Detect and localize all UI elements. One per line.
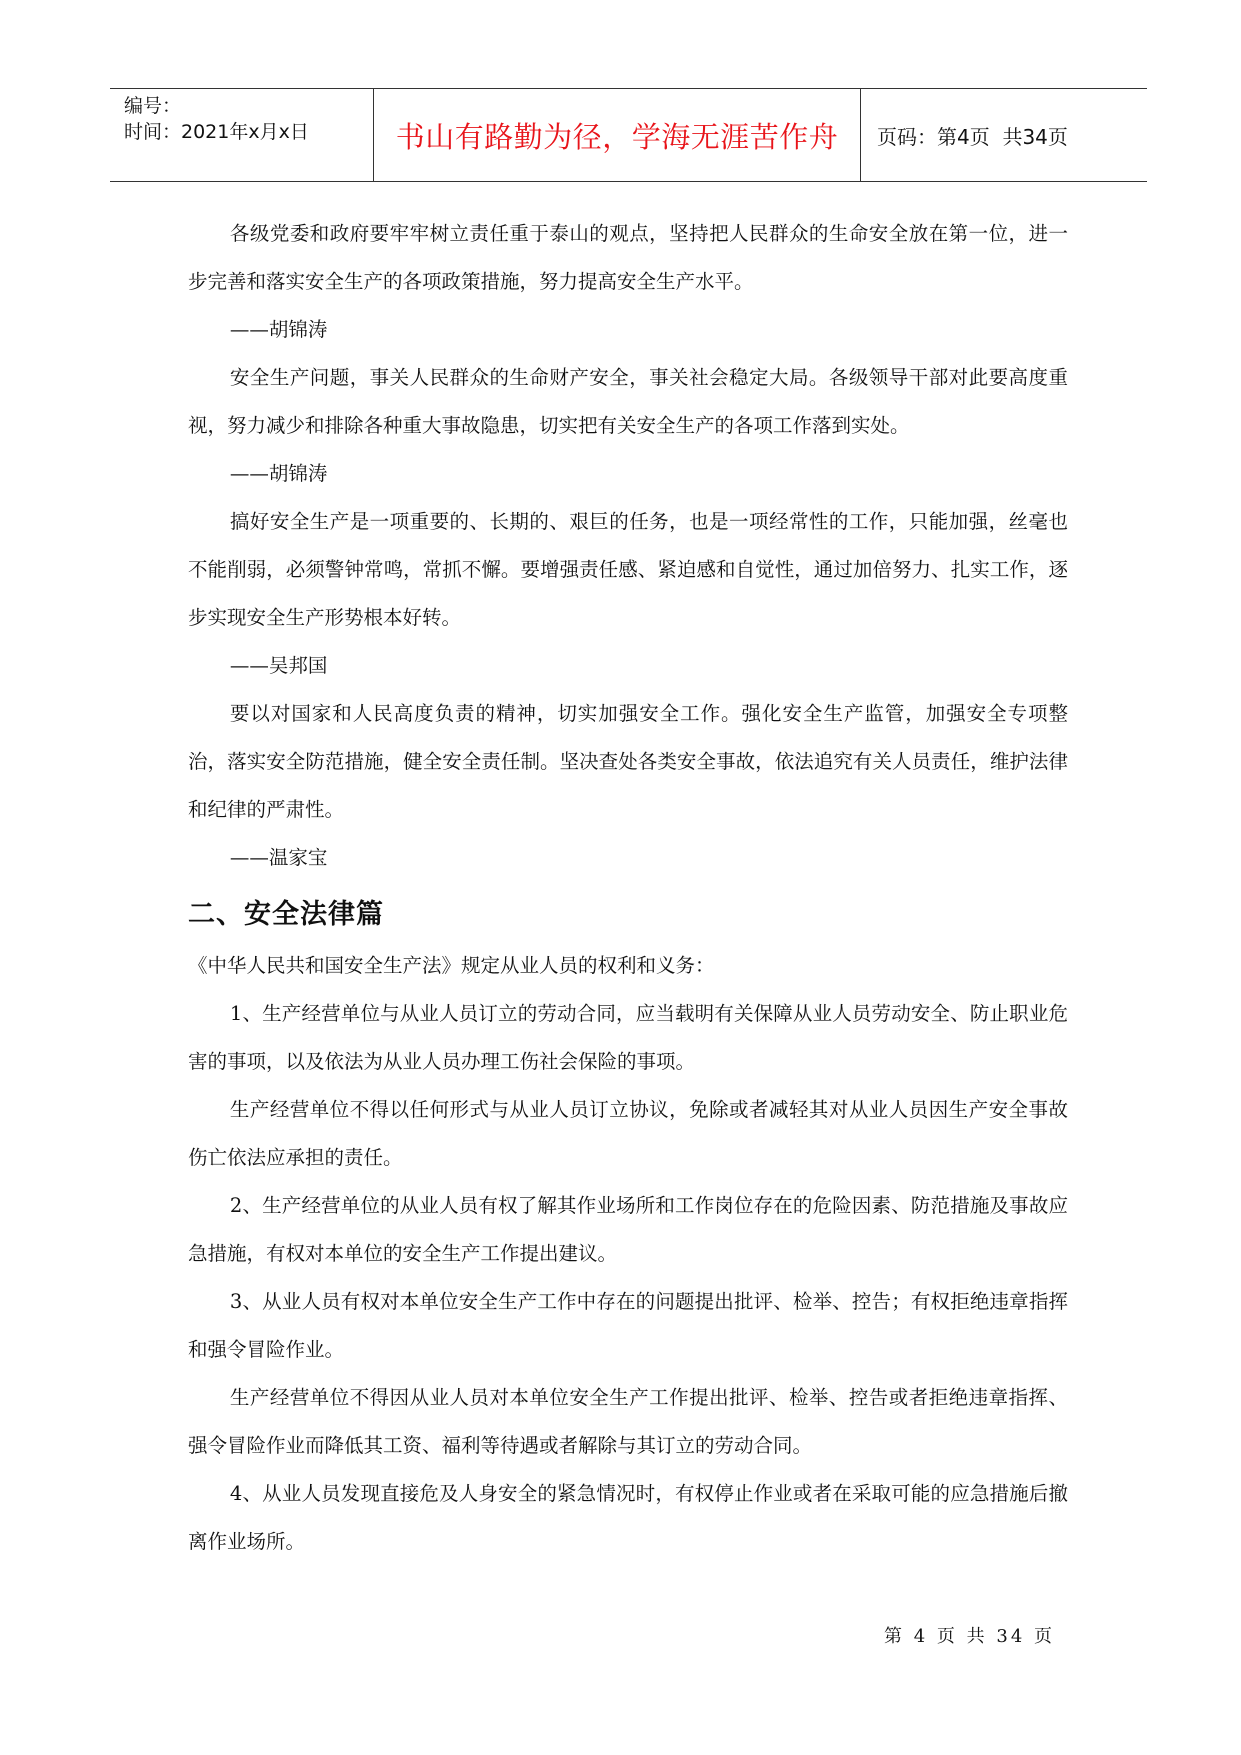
- quote-attribution: ——吴邦国: [229, 654, 328, 677]
- header-page-label: 页码：第4页 共34页: [877, 124, 1068, 149]
- page-header: [110, 88, 1147, 182]
- document-time-label: 时间：2021年x月x日: [124, 121, 309, 143]
- law-item: 2、生产经营单位的从业人员有权了解其作业场所和工作岗位存在的危险因素、防范措施及事故应急措施，有权对本单位的安全生产工作提出建议。: [188, 1194, 1068, 1265]
- law-intro: 《中华人民共和国安全生产法》规定从业人员的权利和义务：: [188, 954, 715, 977]
- section-heading: 二、安全法律篇: [188, 899, 384, 930]
- header-motto: 书山有路勤为径，学海无涯苦作舟: [395, 119, 839, 154]
- header-meta: [110, 89, 373, 181]
- law-item: 4、从业人员发现直接危及人身安全的紧急情况时，有权停止作业或者在采取可能的应急措施后撤离作业场所。: [188, 1482, 1068, 1553]
- law-item: 3、从业人员有权对本单位安全生产工作中存在的问题提出批评、检举、控告；有权拒绝违章指挥和强令冒险作业。: [188, 1290, 1068, 1361]
- page-footer: [884, 1622, 1055, 1648]
- quote-paragraph: 搞好安全生产是一项重要的、长期的、艰巨的任务，也是一项经常性的工作，只能加强，丝毫也不能削弱，必须警钟常鸣，常抓不懈。要增强责任感、紧迫感和自觉性，通过加倍努力、扎实工作，逐步实现安全生产形势根本好转。: [188, 510, 1068, 629]
- document-body: [188, 210, 1068, 1566]
- law-item: 生产经营单位不得因从业人员对本单位安全生产工作提出批评、检举、控告或者拒绝违章指挥、强令冒险作业而降低其工资、福利等待遇或者解除与其订立的劳动合同。: [188, 1386, 1068, 1457]
- law-item: 生产经营单位不得以任何形式与从业人员订立协议，免除或者减轻其对从业人员因生产安全事故伤亡依法应承担的责任。: [188, 1098, 1068, 1169]
- quote-paragraph: 要以对国家和人民高度负责的精神，切实加强安全工作。强化安全生产监管，加强安全专项整治，落实安全防范措施，健全安全责任制。坚决查处各类安全事故，依法追究有关人员责任，维护法律和纪律的严肃性。: [188, 702, 1068, 821]
- quote-attribution: ——胡锦涛: [229, 318, 328, 341]
- header-motto-cell: [373, 89, 861, 181]
- quote-attribution: ——胡锦涛: [229, 462, 328, 485]
- header-page-cell: [861, 89, 1147, 181]
- law-item: 1、生产经营单位与从业人员订立的劳动合同，应当载明有关保障从业人员劳动安全、防止职业危害的事项，以及依法为从业人员办理工伤社会保险的事项。: [188, 1002, 1068, 1073]
- quote-paragraph: 安全生产问题，事关人民群众的生命财产安全，事关社会稳定大局。各级领导干部对此要高度重视，努力减少和排除各种重大事故隐患，切实把有关安全生产的各项工作落到实处。: [188, 366, 1068, 437]
- footer-page-number: 第 4 页 共 34 页: [884, 1626, 1055, 1647]
- document-number-label: 编号：: [124, 95, 182, 117]
- quote-paragraph: 各级党委和政府要牢牢树立责任重于泰山的观点，坚持把人民群众的生命安全放在第一位，进一步完善和落实安全生产的各项政策措施，努力提高安全生产水平。: [188, 222, 1068, 293]
- quote-attribution: ——温家宝: [229, 846, 328, 869]
